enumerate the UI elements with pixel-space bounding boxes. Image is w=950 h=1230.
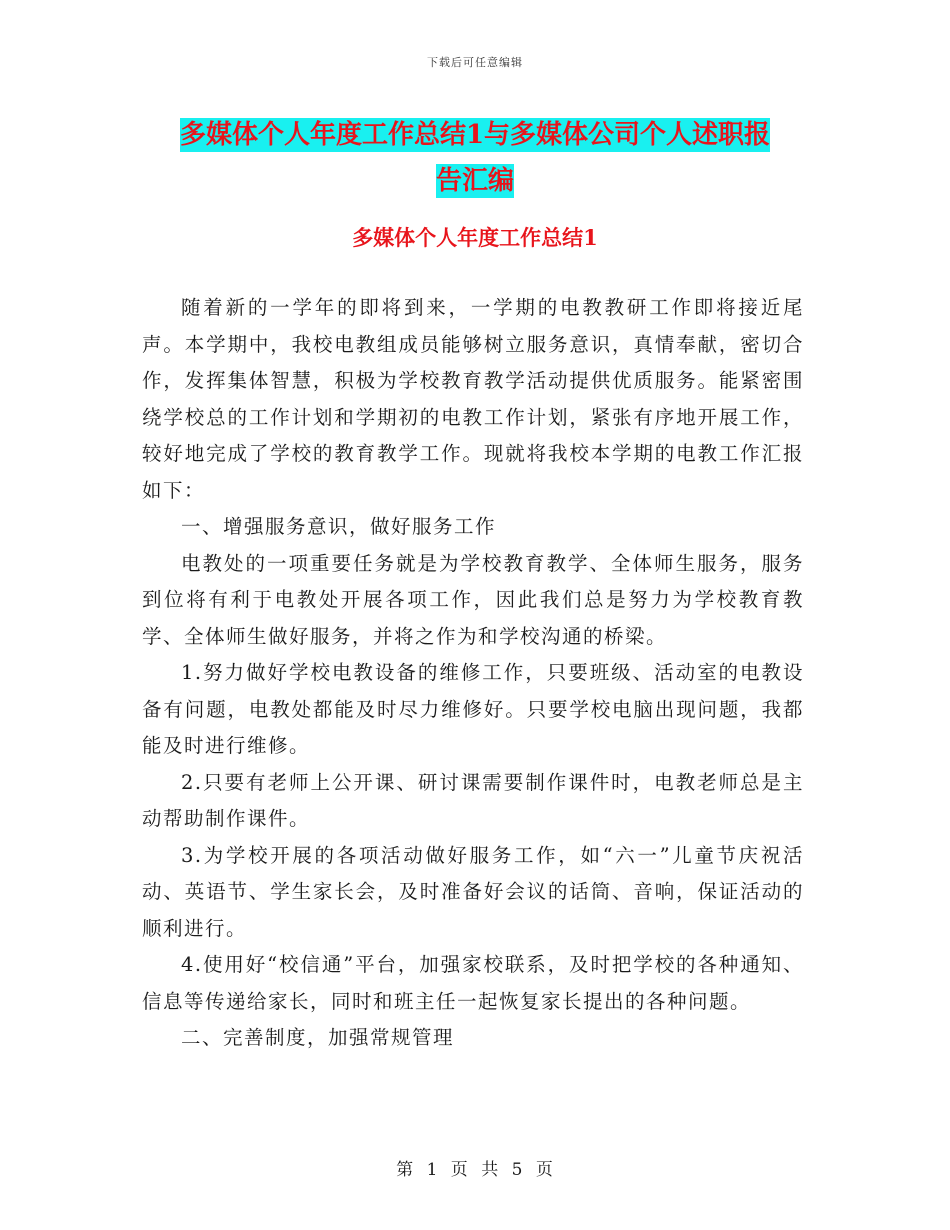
- document-title: [150, 112, 800, 204]
- download-note: 下载后可任意编辑: [427, 56, 523, 69]
- list-item-2: 2.只要有老师上公开课、研讨课需要制作课件时，电教老师总是主动帮助制作课件。: [142, 770, 804, 830]
- document-title-line1: 多媒体个人年度工作总结1与多媒体公司个人述职报: [179, 120, 771, 150]
- page-label-di: 第: [396, 1160, 415, 1180]
- page-label-gong: 共: [481, 1160, 500, 1180]
- heading-one: 一、增强服务意识，做好服务工作: [181, 515, 497, 538]
- heading-two: 二、完善制度，加强常规管理: [181, 1026, 455, 1049]
- document-title-line2: 告汇编: [435, 166, 514, 196]
- list-item-4: 4.使用好“校信通”平台，加强家校联系，及时把学校的各种通知、信息等传递给家长，同时和班主任一起恢复家长提出的各种问题。: [142, 953, 804, 1013]
- list-item-3: 3.为学校开展的各项活动做好服务工作，如“六一”儿童节庆祝活动、英语节、学生家长会，及时准备好会议的话筒、音响，保证活动的顺利进行。: [142, 843, 804, 940]
- document-body: [142, 290, 804, 1057]
- page-label-ye: 页: [450, 1160, 469, 1180]
- page-label-ye-end: 页: [535, 1160, 554, 1180]
- paragraph-service: 电教处的一项重要任务就是为学校教育教学、全体师生服务，服务到位将有利于电教处开展各项工作，因此我们总是努力为学校教育教学、全体师生做好服务，并将之作为和学校沟通的桥梁。: [142, 551, 804, 648]
- page-current: 1: [426, 1160, 439, 1180]
- paragraph-intro: 随着新的一学年的即将到来，一学期的电教教研工作即将接近尾声。本学期中，我校电教组成员能够树立服务意识，真情奉献，密切合作，发挥集体智慧，积极为学校教育教学活动提供优质服务。能紧密围绕学校总的工作计划和学期初的电教工作计划，紧张有序地开展工作，较好地完成了学校的教育教学工作。现就将我校本学期的电教工作汇报如下：: [142, 296, 804, 502]
- list-item-1: 1.努力做好学校电教设备的维修工作，只要班级、活动室的电教设备有问题，电教处都能及时尽力维修好。只要学校电脑出现问题，我都能及时进行维修。: [142, 661, 804, 757]
- page-total: 5: [511, 1160, 524, 1180]
- page-number: [0, 1155, 950, 1180]
- section-title: 多媒体个人年度工作总结1: [352, 225, 598, 250]
